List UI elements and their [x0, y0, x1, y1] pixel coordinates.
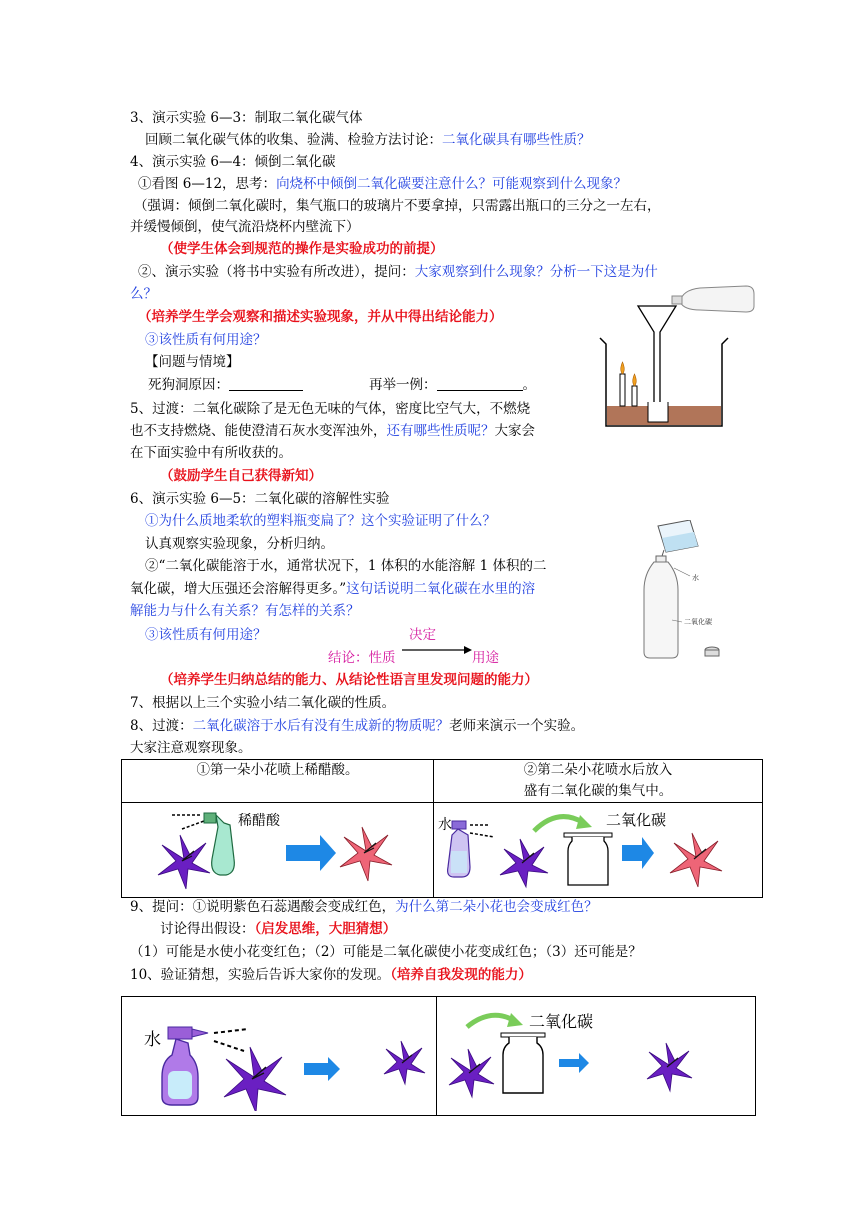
- goal-text: （鼓励学生自己获得新知）: [160, 468, 322, 484]
- line-5-cont2: 在下面实验中有所收获的。: [130, 445, 292, 461]
- table-cell: [122, 803, 434, 898]
- line-review: [145, 130, 591, 150]
- line-9: [130, 897, 598, 917]
- purple-flower-icon: [647, 1043, 692, 1091]
- blank: [229, 376, 303, 391]
- line-3: 3、演示实验 6—3：制取二氧化碳气体: [130, 110, 363, 126]
- bottle-dissolve-figure: [632, 520, 736, 662]
- question-text: 二氧化碳具有哪些性质？: [442, 132, 591, 148]
- arrow-right-icon: [622, 837, 654, 869]
- question-text: 二氧化碳溶于水后有没有生成新的物质呢？: [192, 718, 450, 734]
- line-fig612: [138, 174, 627, 194]
- co2-label: 二氧化碳: [606, 811, 667, 829]
- experiment-table-2: [121, 996, 756, 1116]
- cell-caption: ①第一朵小花喷上稀醋酸。: [196, 762, 359, 778]
- water-cup-icon: [658, 520, 698, 552]
- table-cell: [434, 760, 763, 803]
- red-flower-icon: [670, 833, 722, 887]
- line-observe: 认真观察实验现象，分析归纳。: [145, 536, 334, 552]
- line-5: 5、过渡：二氧化碳除了是无色无味的气体，密度比空气大，不燃烧: [130, 401, 531, 417]
- conclusion-decide: 决定: [409, 627, 436, 643]
- line-emphasis: （强调：倾倒二氧化碳时，集气瓶口的玻璃片不要拿掉，只需露出瓶口的三分之一左右，: [134, 198, 661, 214]
- beaker-candle-figure: [596, 282, 760, 430]
- goal-text: （启发思维，大胆猜想）: [254, 921, 397, 937]
- text: 大家会: [494, 423, 535, 439]
- goal-text: （培养学生归纳总结的能力、从结论性语言里发现问题的能力）: [160, 672, 538, 688]
- text: 10、验证猜想，实验后告诉大家你的发现。: [130, 967, 391, 983]
- water-label: 水: [144, 1030, 161, 1050]
- question-text: 向烧杯中倾倒二氧化碳要注意什么？可能观察到什么现象？: [276, 176, 628, 192]
- question-text: 大家观察到什么现象？分析一下这是为什: [414, 264, 658, 280]
- line-bottle-question: ①为什么质地柔软的塑料瓶变扁了？这个实验证明了什么？: [145, 513, 496, 529]
- arrow-right-icon: [304, 1057, 340, 1081]
- acid-label: 稀醋酸: [238, 813, 280, 829]
- purple-flower-icon: [500, 839, 548, 887]
- arrow-right-icon: [286, 835, 336, 871]
- line-6: 6、演示实验 6—5：二氧化碳的溶解性实验: [130, 491, 390, 507]
- gas-jar-icon: [501, 1033, 545, 1093]
- spray-bottle-icon: [204, 813, 234, 875]
- arrow-icon: [402, 645, 472, 655]
- water-label: 水: [692, 574, 699, 582]
- line-use: ③该性质有何用途？: [145, 332, 267, 348]
- line-demo2-cont: 么？: [130, 286, 157, 302]
- gas-jar-icon: [564, 833, 612, 885]
- experiment-table-1: [121, 759, 763, 898]
- line-dog-cave: [148, 375, 536, 395]
- water-flower-figure: [122, 997, 436, 1111]
- text: ①看图 6—12，思考：: [138, 176, 277, 192]
- conclusion-use: 用途: [472, 650, 499, 666]
- plastic-bottle-icon: [672, 286, 754, 312]
- line-7: 7、根据以上三个实验小结二氧化碳的性质。: [130, 695, 396, 711]
- text: ②、演示实验（将书中实验有所改进），提问：: [138, 264, 415, 280]
- table-cell: [122, 760, 434, 803]
- text: 氧化碳，增大压强还会溶解得更多。”: [130, 581, 347, 597]
- text: 死狗洞原因：: [148, 377, 229, 393]
- candle-icon: [620, 374, 625, 406]
- line-quote-cont2: 解能力与什么有关系？有怎样的关系？: [130, 603, 360, 619]
- red-flower-icon: [340, 827, 392, 881]
- acid-flower-figure: [122, 803, 433, 893]
- co2-flower-figure: [437, 997, 755, 1111]
- text: 再举一例：: [369, 377, 437, 393]
- question-text: 为什么第二朵小花也会变成红色？: [395, 899, 598, 915]
- water-label: 水: [438, 817, 452, 833]
- line-8: [130, 716, 584, 736]
- purple-flower-icon: [158, 835, 210, 889]
- question-text: 还有哪些性质呢？: [386, 423, 495, 439]
- text: 老师来演示一个实验。: [449, 718, 585, 734]
- purple-flower-icon: [449, 1049, 494, 1097]
- cell-caption: ②第二朵小花喷水后放入: [523, 762, 673, 778]
- line-situation: 【问题与情境】: [145, 354, 240, 370]
- line-5-cont: [130, 421, 535, 441]
- cell-caption: 盛有二氧化碳的集气中。: [523, 783, 673, 799]
- goal-text: （培养学生学会观察和描述实验现象，并从中得出结论能力）: [138, 309, 503, 325]
- line-guesses: （1）可能是水使小花变红色；（2）可能是二氧化碳使小花变成红色；（3）还可能是？: [130, 944, 642, 960]
- goal-text: （使学生体会到规范的操作是实验成功的前提）: [160, 241, 444, 257]
- line-quote: ②“二氧化碳能溶于水，通常状况下，1 体积的水能溶解 1 体积的二: [145, 558, 547, 574]
- line-use2: ③该性质有何用途？: [145, 627, 267, 643]
- line-8-cont: 大家注意观察现象。: [130, 740, 252, 756]
- line-4: 4、演示实验 6—4：倾倒二氧化碳: [130, 154, 336, 170]
- question-text: 这句话说明二氧化碳在水里的溶: [346, 581, 536, 597]
- arrow-right-icon: [559, 1053, 589, 1073]
- water-co2-flower-figure: [434, 803, 762, 893]
- candle-icon: [632, 386, 637, 406]
- text: 回顾二氧化碳气体的收集、验满、检验方法讨论：: [145, 132, 442, 148]
- plastic-bottle-icon: [644, 556, 678, 658]
- co2-label: 二氧化碳: [684, 618, 712, 626]
- spray-bottle-icon: [162, 1027, 208, 1105]
- table-cell: [437, 997, 756, 1116]
- text: 。: [522, 377, 536, 393]
- table-cell: [122, 997, 437, 1116]
- goal-text: （培养自我发现的能力）: [390, 967, 532, 983]
- purple-flower-icon: [384, 1041, 425, 1084]
- text: 8、过渡：: [130, 718, 193, 734]
- small-beaker-icon: [648, 402, 668, 422]
- line-quote-cont: [130, 579, 535, 599]
- line-hypothesis: [160, 919, 396, 939]
- text: 讨论得出假设：: [160, 921, 255, 937]
- line-emphasis-cont: 并缓慢倾倒，使气流沿烧杯内壁流下）: [130, 219, 360, 235]
- conclusion-label: 结论：性质: [328, 650, 396, 666]
- table-cell: [434, 803, 763, 898]
- line-demo2: [138, 262, 658, 282]
- co2-label: 二氧化碳: [529, 1012, 594, 1031]
- purple-flower-icon: [224, 1047, 286, 1111]
- text: 也不支持燃烧、能使澄清石灰水变浑浊外，: [130, 423, 387, 439]
- text: 9、提问：①说明紫色石蕊遇酸会变成红色，: [130, 899, 396, 915]
- line-10: [130, 965, 532, 985]
- blank: [437, 376, 523, 391]
